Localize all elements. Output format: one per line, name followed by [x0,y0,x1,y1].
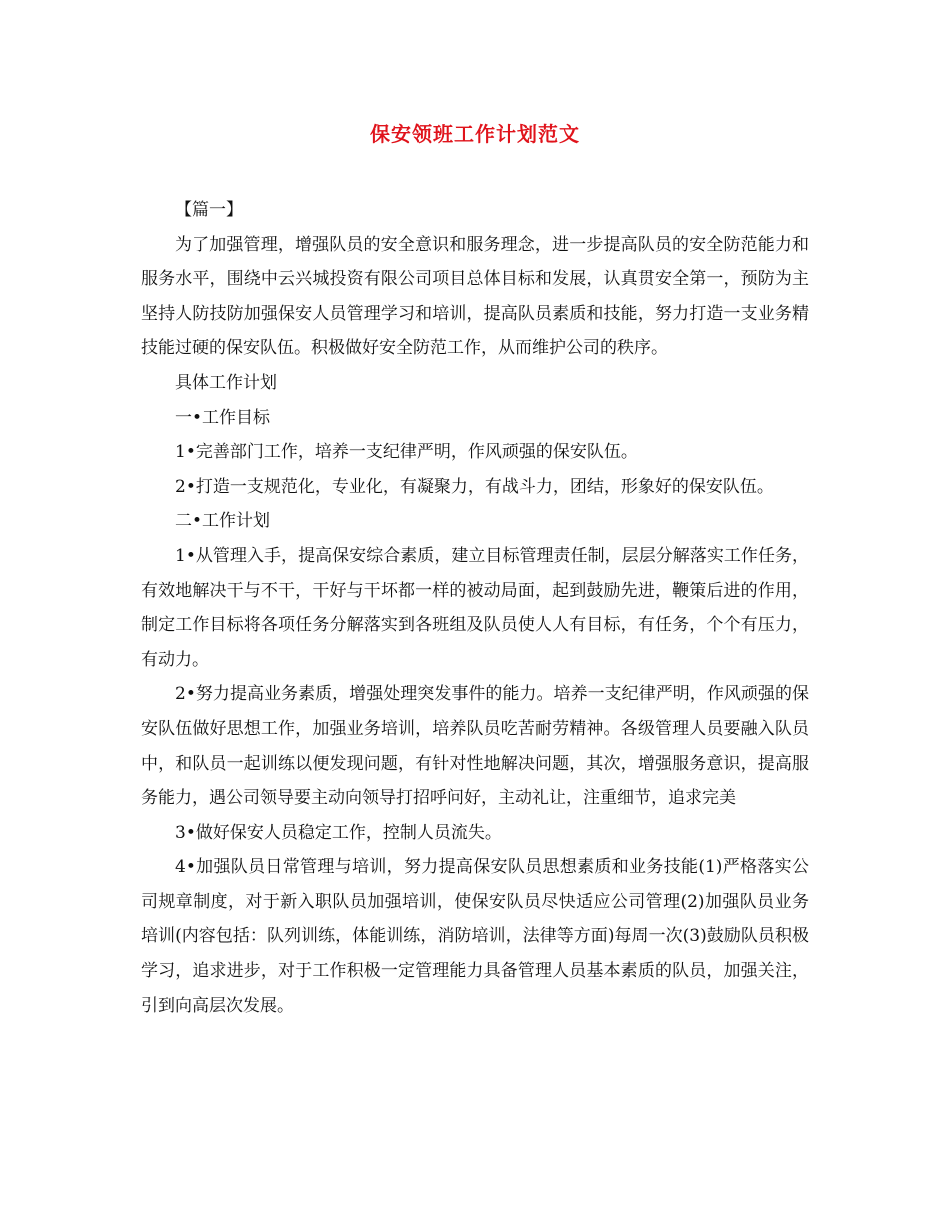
document-title: 保安领班工作计划范文 [370,122,580,146]
goal-item-1: 1•完善部门工作，培养一支纪律严明，作风顽强的保安队伍。 [175,442,638,463]
goal-item-2: 2•打造一支规范化，专业化，有凝聚力，有战斗力，团结，形象好的保安队伍。 [175,476,774,497]
goals-heading: 一•工作目标 [175,407,271,428]
plan-item-1: 1•从管理入手，提高保安综合素质，建立目标管理责任制，层层分解落实工作任务，有效地解决干与不干，干好与干坏都一样的被动局面，起到鼓励先进，鞭策后进的作用，制定工作目标将各项任务分解落实到各班组及队员使人人有目标，有任务，个个有压力，有动力。 [141,545,809,670]
intro-paragraph: 为了加强管理，增强队员的安全意识和服务理念，进一步提高队员的安全防范能力和服务水平，围绕中云兴城投资有限公司项目总体目标和发展，认真贯安全第一，预防为主坚持人防技防加强保安人员管理学习和培训，提高队员素质和技能，努力打造一支业务精技能过硬的保安队伍。积极做好安全防范工作，从而维护公司的秩序。 [141,234,809,359]
plan-item-3: 3•做好保安人员稳定工作，控制人员流失。 [175,822,502,843]
plan-item-4: 4•加强队员日常管理与培训，努力提高保安队员思想素质和业务技能(1)严格落实公司规章制度，对于新入职队员加强培训，使保安队员尽快适应公司管理(2)加强队员业务培训(内容包括：队列训练，体能训练，消防培训，法律等方面)每周一次(3)鼓励队员积极学习，追求进步，对于工作积极一定管理能力具备管理人员基本素质的队员，加强关注，引到向高层次发展。 [141,857,809,1016]
work-plan-heading: 二•工作计划 [175,511,271,532]
plan-item-2: 2•努力提高业务素质，增强处理突发事件的能力。培养一支纪律严明，作风顽强的保安队伍做好思想工作，加强业务培训，培养队员吃苦耐劳精神。各级管理人员要融入队员中，和队员一起训练以便发现问题，有针对性地解决问题，其次，增强服务意识，提高服务能力，遇公司领导要主动向领导打招呼问好，主动礼让，注重细节，追求完美 [141,684,809,809]
plan-heading: 具体工作计划 [175,372,277,393]
section-heading: 【篇一】 [175,200,243,220]
document-body [141,193,809,1023]
